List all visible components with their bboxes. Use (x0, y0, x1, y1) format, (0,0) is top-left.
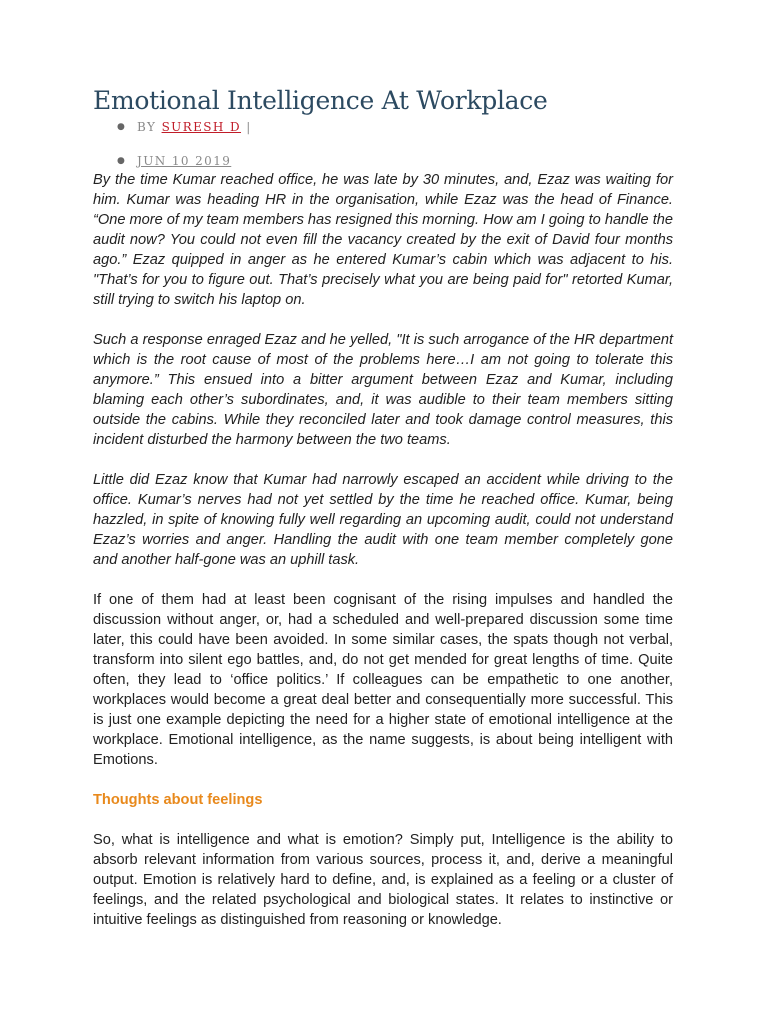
bullet-icon: ● (117, 156, 127, 166)
article-paragraph: Little did Ezaz know that Kumar had narrowly escaped an accident while driving to the office. Kumar’s nerves had not yet settled by the time he reached office. Kumar, being hazzled, in spite of knowing fully well regarding an upcoming audit, could not understand Ezaz’s worries and anger. Handling the audit with one team member completely gone and another half-gone was an uphill task. (93, 472, 673, 568)
article-meta (93, 118, 252, 170)
bullet-icon: ● (117, 122, 127, 132)
byline-separator: | (246, 120, 252, 134)
publish-date-link[interactable]: JUN 10 2019 (137, 154, 232, 168)
article-paragraph: If one of them had at least been cognisant of the rising impulses and handled the discussion without anger, or, had a scheduled and well-prepared discussion some time later, this could have been avoided. In some similar cases, the spats though not verbal, transform into silent ego battles, and, do not get mended for great lengths of time. Quite often, they lead to ‘office politics.’ If colleagues can be empathetic to one another, workplaces would become a great deal better and consequentially more successful. This is just one example depicting the need for a higher state of emotional intelligence at the workplace. Emotional intelligence, as the name suggests, is about being intelligent with Emotions. (93, 592, 673, 768)
article-paragraph: Such a response enraged Ezaz and he yelled, "It is such arrogance of the HR department which is the root cause of most of the problems here…I am not going to tolerate this anymore.” This ensued into a bitter argument between Ezaz and Kumar, including blaming each other’s subordinates, and, it was audible to their team members sitting outside the cabins. While they reconciled later and took damage control measures, this incident disturbed the harmony between the two teams. (93, 332, 673, 448)
by-label: BY (137, 120, 157, 134)
publish-date-item (93, 152, 252, 170)
section-paragraph: So, what is intelligence and what is emotion? Simply put, Intelligence is the ability to absorb relevant information from various sources, process it, and, derive a meaningful output. Emotion is relatively hard to define, and, is explained as a feeling or a cluster of feelings, and the related psychological and biological states. It relates to instinctive or intuitive feelings as distinguished from reasoning or knowledge. (93, 832, 673, 928)
article-body (93, 170, 673, 950)
author-link[interactable]: SURESH D (161, 120, 242, 134)
article-paragraph: By the time Kumar reached office, he was late by 30 minutes, and, Ezaz was waiting for him. Kumar was heading HR in the organisation, while Ezaz was the head of Finance. “One more of my team members has resigned this morning. How am I going to handle the audit now? You could not even fill the vacancy created by the exit of David four months ago.” Ezaz quipped in anger as he entered Kumar’s cabin which was adjacent to his. "That’s for you to figure out. That’s precisely what you are being paid for" retorted Kumar, still trying to switch his laptop on. (93, 172, 673, 308)
byline (93, 118, 252, 136)
article-title: Emotional Intelligence At Workplace (93, 86, 548, 115)
section-heading: Thoughts about feelings (93, 792, 263, 808)
